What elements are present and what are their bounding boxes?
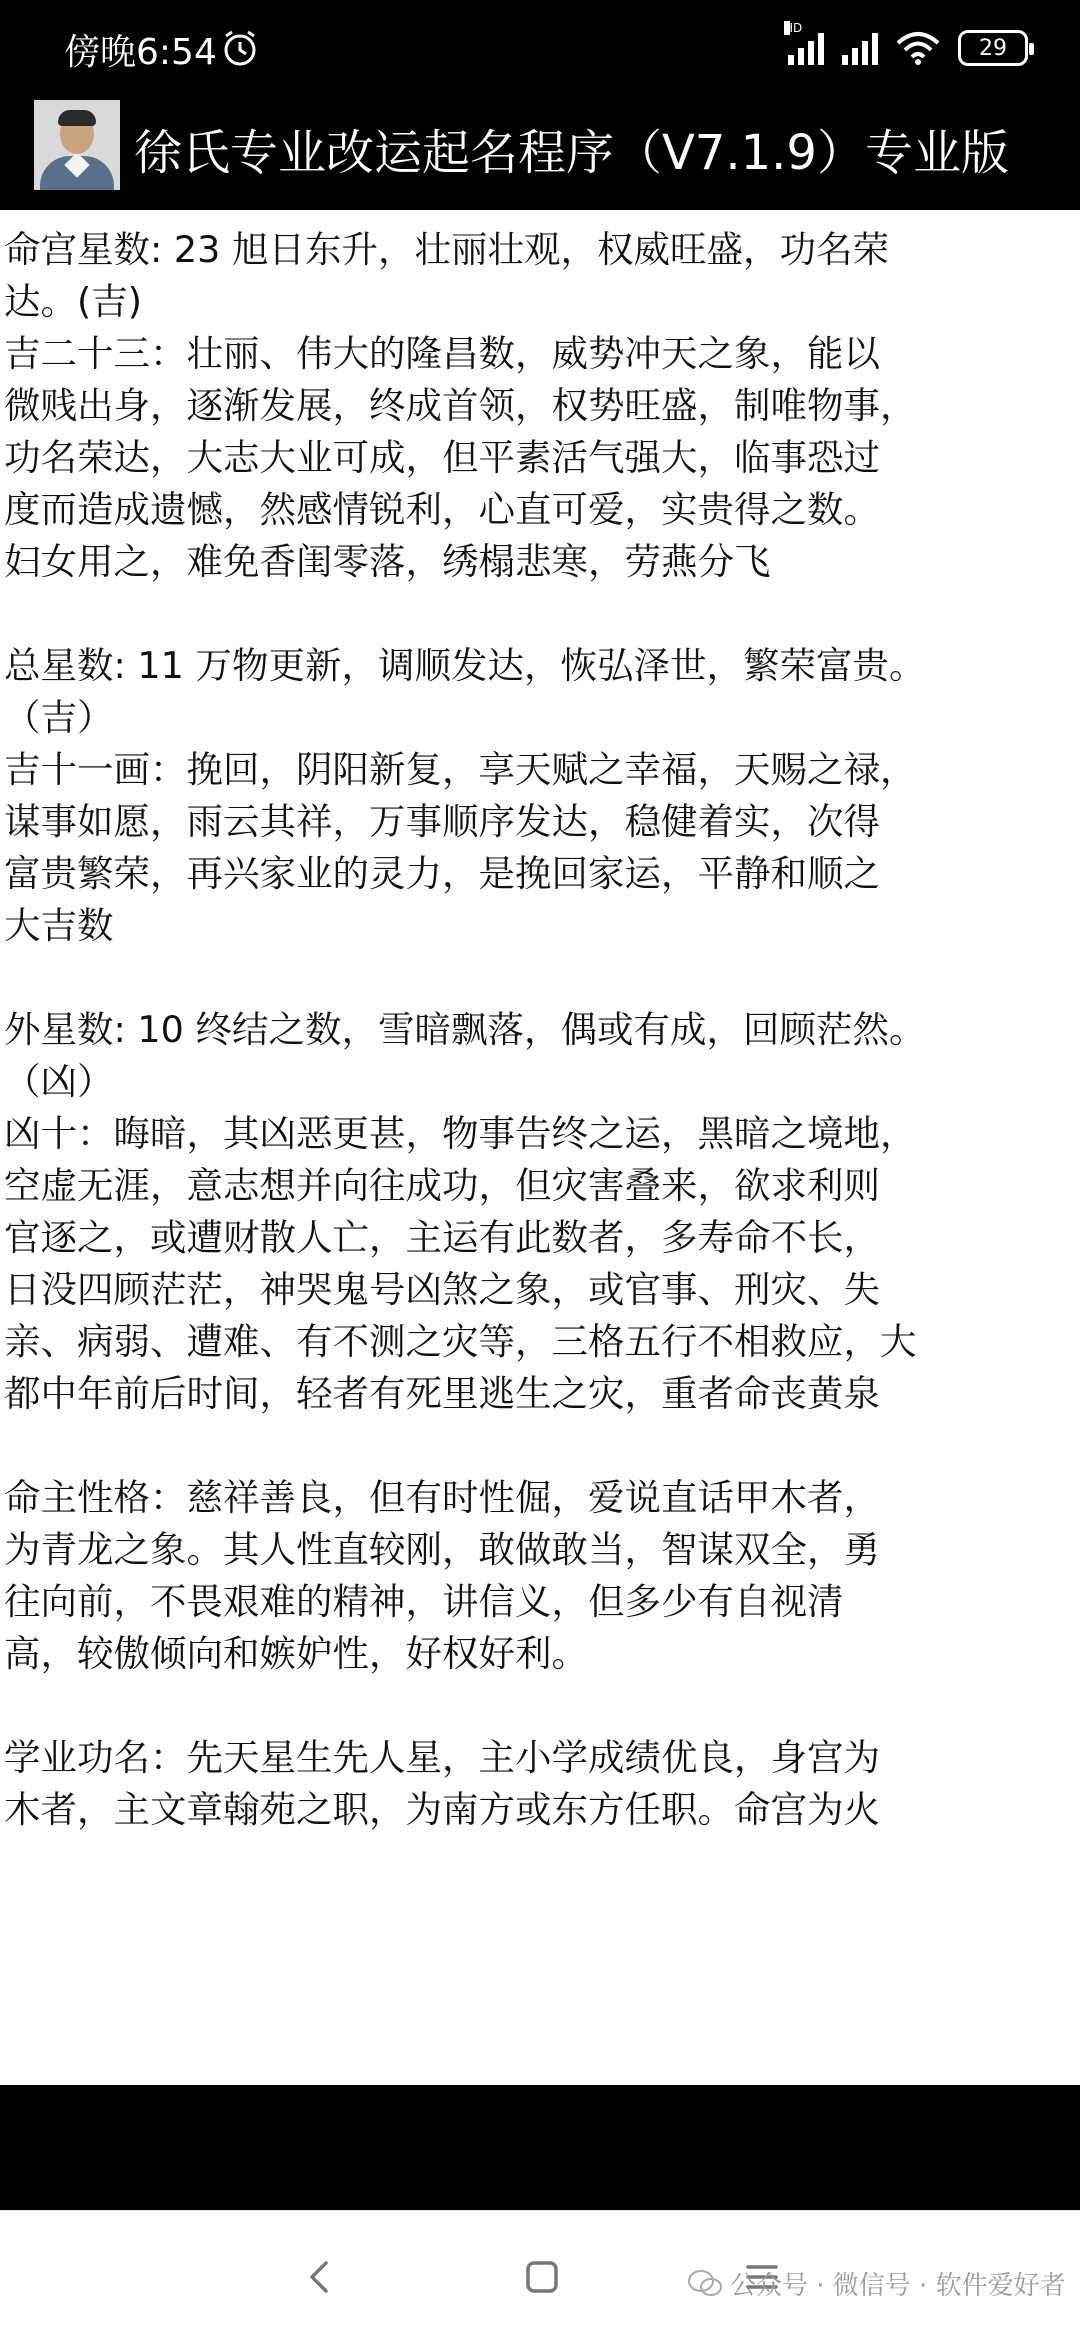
text-line: 亲、病弱、遭难、有不测之灾等，三格五行不相救应，大 [4, 1320, 917, 1363]
keyboard-gap [0, 2085, 1080, 2210]
text-line: 总星数: 11 万物更新，调顺发达，恢弘泽世，繁荣富贵。 [4, 644, 926, 687]
back-icon[interactable] [298, 2255, 342, 2299]
battery-level: 29 [979, 35, 1007, 61]
watermark [688, 2265, 1066, 2302]
status-icons [784, 21, 1028, 72]
text-line: 外星数: 10 终结之数，雪暗飘落，偶或有成，回顾茫然。 [4, 1008, 926, 1051]
text-line: 功名荣达，大志大业可成，但平素活气强大，临事恐过 [4, 436, 880, 479]
text-line: 为青龙之象。其人性直较刚，敢做敢当，智谋双全，勇 [4, 1528, 880, 1571]
text-line: 往向前，不畏艰难的精神，讲信义，但多少有自视清 [4, 1580, 844, 1623]
paragraph-gap [4, 1420, 1064, 1472]
app-bar [0, 96, 1080, 200]
text-line: 达。(吉) [4, 280, 142, 323]
text-line: 命宫星数: 23 旭日东升，壮丽壮观，权威旺盛，功名荣 [4, 228, 889, 271]
text-line: 富贵繁荣，再兴家业的灵力，是挽回家运，平静和顺之 [4, 852, 880, 895]
text-line: （吉） [4, 696, 114, 739]
paragraph-gap [4, 588, 1064, 640]
hd-label: HD [784, 21, 803, 35]
text-line: 谋事如愿，雨云其祥，万事顺序发达，稳健着实，次得 [4, 800, 880, 843]
text-line: 凶十：晦暗，其凶恶更甚，物事告终之运，黑暗之境地， [4, 1112, 917, 1155]
text-line: 吉二十三：壮丽、伟大的隆昌数，威势冲天之象，能以 [4, 332, 880, 375]
watermark-text: 公众号 · 微信号 · 软件爱好者 [730, 2271, 1066, 2301]
wifi-icon [896, 31, 940, 65]
system-nav-bar [0, 2210, 1080, 2341]
signal-icon [842, 31, 878, 65]
text-line: 空虚无涯，意志想并向往成功，但灾害叠来，欲求利则 [4, 1164, 880, 1207]
alarm-icon [220, 28, 260, 68]
result-text [0, 210, 1080, 1836]
app-title: 徐氏专业改运起名程序（V7.1.9）专业版 [134, 125, 1009, 181]
text-line: 都中年前后时间，轻者有死里逃生之灾，重者命丧黄泉 [4, 1372, 880, 1415]
text-line: 大吉数 [4, 904, 114, 947]
signal-hd-icon [784, 21, 824, 65]
text-line: 木者，主文章翰苑之职，为南方或东方任职。命宫为火 [4, 1788, 880, 1831]
status-bar [0, 0, 1080, 96]
result-content[interactable] [0, 210, 1080, 2085]
text-line: 高，较傲倾向和嫉妒性，好权好利。 [4, 1632, 588, 1675]
paragraph-gap [4, 1680, 1064, 1732]
text-line: 官逐之，或遭财散人亡，主运有此数者，多寿命不长， [4, 1216, 880, 1259]
text-line: （凶） [4, 1060, 114, 1103]
text-line: 妇女用之，难免香闺零落，绣榻悲寒，劳燕分飞 [4, 540, 771, 583]
status-time: 傍晚6:54 [64, 32, 217, 73]
text-line: 命主性格：慈祥善良，但有时性倔，爱说直话甲木者， [4, 1476, 880, 1519]
text-line: 吉十一画：挽回，阴阳新复，享天赋之幸福，天赐之禄， [4, 748, 917, 791]
text-line: 学业功名：先天星生先人星，主小学成绩优良，身宫为 [4, 1736, 880, 1779]
wechat-icon [688, 2270, 722, 2298]
battery-icon [958, 30, 1028, 66]
paragraph-gap [4, 952, 1064, 1004]
text-line: 微贱出身，逐渐发展，终成首领，权势旺盛，制唯物事， [4, 384, 917, 427]
text-line: 日没四顾茫茫，神哭鬼号凶煞之象，或官事、刑灾、失 [4, 1268, 880, 1311]
user-avatar[interactable] [34, 100, 120, 190]
text-line: 度而造成遗憾，然感情锐利，心直可爱，实贵得之数。 [4, 488, 880, 531]
home-icon[interactable] [520, 2255, 564, 2299]
